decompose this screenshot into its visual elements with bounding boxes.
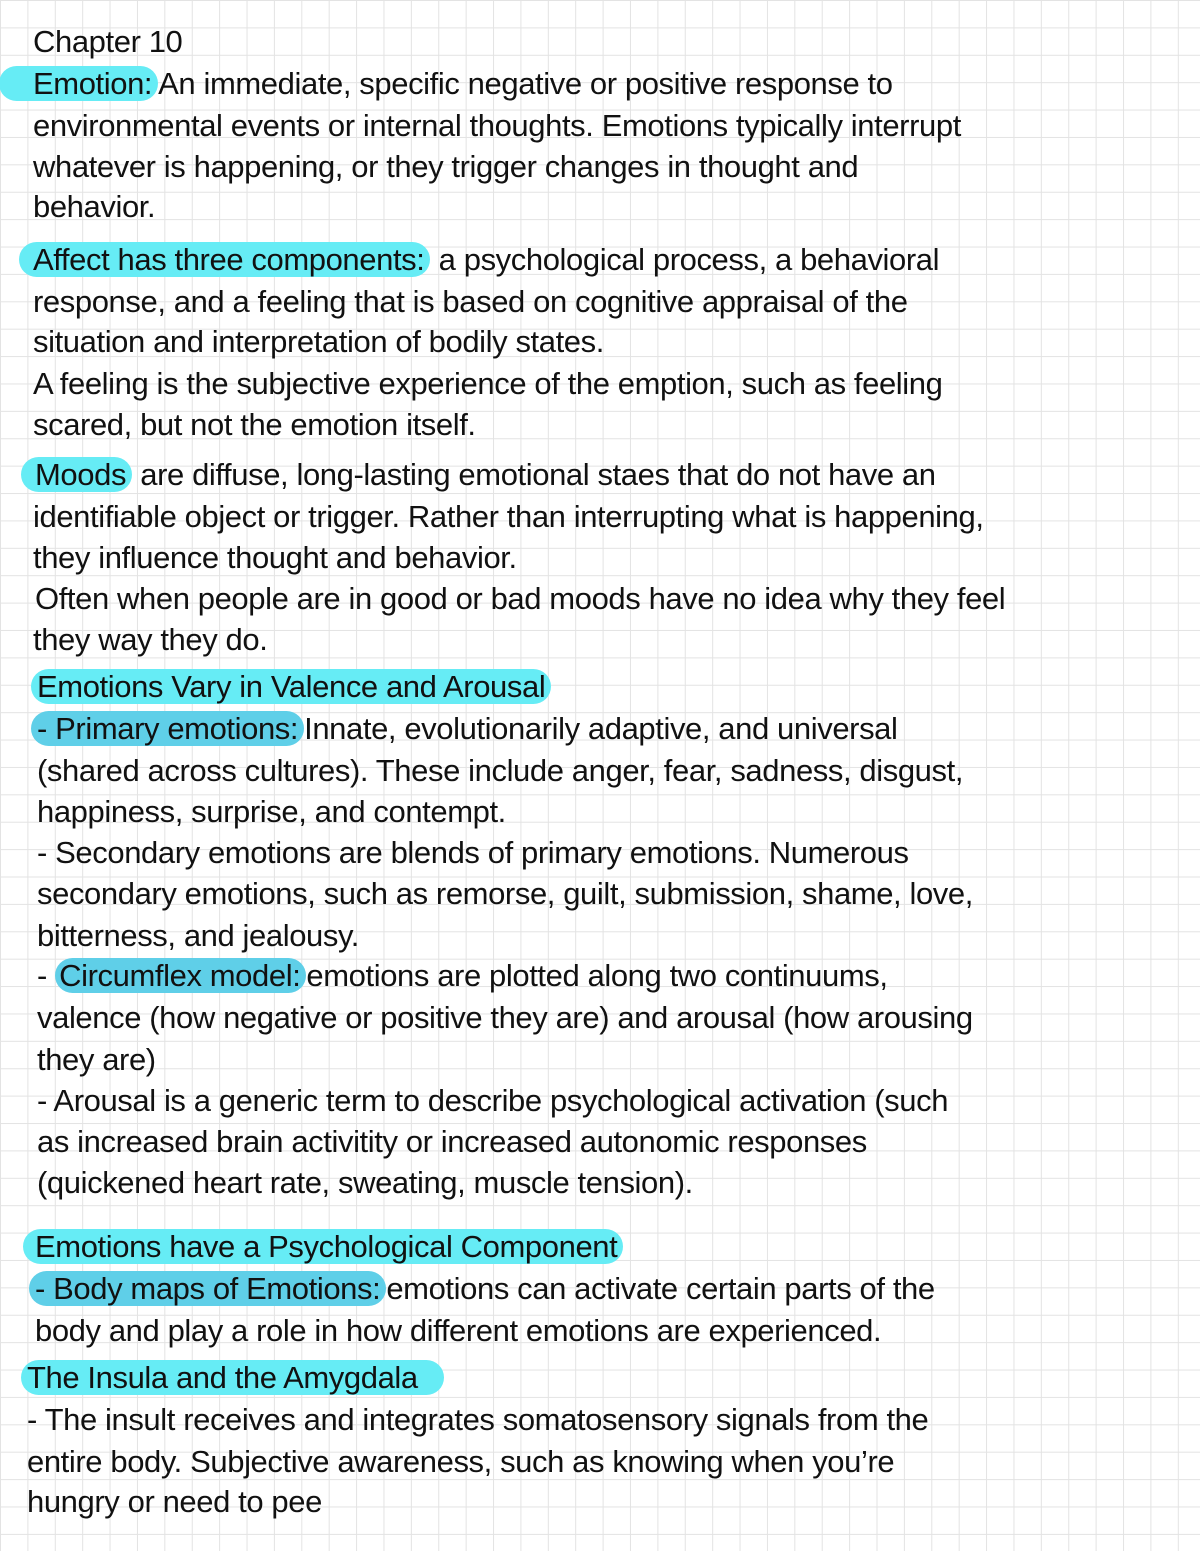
moods-definition-line: Moods are diffuse, long-lasting emotional staes that do not have an	[35, 455, 936, 495]
text-line: bitterness, and jealousy.	[37, 918, 360, 953]
highlight-term-body-maps: - Body maps of Emotions:	[29, 1271, 386, 1306]
text-line: entire body. Subjective awareness, such as knowing when you’re	[27, 1444, 895, 1479]
text-line: identifiable object or trigger. Rather than interrupting what is happening,	[33, 499, 984, 534]
text-line: - The insult receives and integrates somatosensory signals from the	[27, 1402, 929, 1437]
body-maps-line: - Body maps of Emotions: emotions can activate certain parts of the	[35, 1269, 935, 1309]
highlight-term-moods: Moods	[21, 457, 132, 492]
highlight-term-affect: Affect has three components:	[19, 242, 430, 277]
text-line: hungry or need to pee	[27, 1484, 322, 1519]
text-line: situation and interpretation of bodily states.	[33, 324, 604, 359]
text-line: body and play a role in how different emotions are experienced.	[35, 1313, 882, 1348]
section-heading-insula: The Insula and the Amygdala	[27, 1358, 444, 1398]
circumflex-line: - Circumflex model: emotions are plotted along two continuums,	[37, 958, 888, 993]
section-heading-psych: Emotions have a Psychological Component	[35, 1227, 623, 1267]
emotion-definition-line: Emotion: An immediate, specific negative or positive response to	[33, 64, 893, 104]
text-line: Often when people are in good or bad moods have no idea why they feel	[35, 581, 1006, 616]
text-line: - Secondary emotions are blends of primary emotions. Numerous	[37, 835, 909, 870]
text-line: whatever is happening, or they trigger changes in thought and	[33, 149, 859, 184]
primary-emotions-line: - Primary emotions: Innate, evolutionarily adaptive, and universal	[37, 709, 898, 749]
text-line: secondary emotions, such as remorse, guilt, submission, shame, love,	[37, 876, 973, 911]
text-line: response, and a feeling that is based on cognitive appraisal of the	[33, 284, 908, 319]
text-line: they influence thought and behavior.	[33, 540, 517, 575]
text-line: scared, but not the emotion itself.	[33, 407, 476, 442]
text-line: behavior.	[33, 189, 156, 224]
chapter-title: Chapter 10	[33, 24, 183, 59]
text-line: A feeling is the subjective experience of the emption, such as feeling	[33, 366, 943, 401]
text-line: valence (how negative or positive they are) and arousal (how arousing	[37, 1000, 973, 1035]
highlight-term-emotion: Emotion:	[0, 66, 158, 101]
text-line: as increased brain activitity or increased autonomic responses	[37, 1124, 867, 1159]
section-heading-valence: Emotions Vary in Valence and Arousal	[37, 667, 551, 707]
text-line: - Arousal is a generic term to describe psychological activation (such	[37, 1083, 949, 1118]
text-line: they are)	[37, 1042, 156, 1077]
highlight-term-circumflex: Circumflex model:	[55, 958, 306, 993]
text-line: happiness, surprise, and contempt.	[37, 794, 506, 829]
text-line: they way they do.	[33, 622, 268, 657]
text-line: (shared across cultures). These include anger, fear, sadness, disgust,	[37, 753, 964, 788]
text-line: environmental events or internal thoughts. Emotions typically interrupt	[33, 108, 961, 143]
highlight-term-primary: - Primary emotions:	[31, 711, 304, 746]
text-line: (quickened heart rate, sweating, muscle tension).	[37, 1165, 693, 1200]
affect-definition-line: Affect has three components: a psychological process, a behavioral	[33, 240, 939, 280]
